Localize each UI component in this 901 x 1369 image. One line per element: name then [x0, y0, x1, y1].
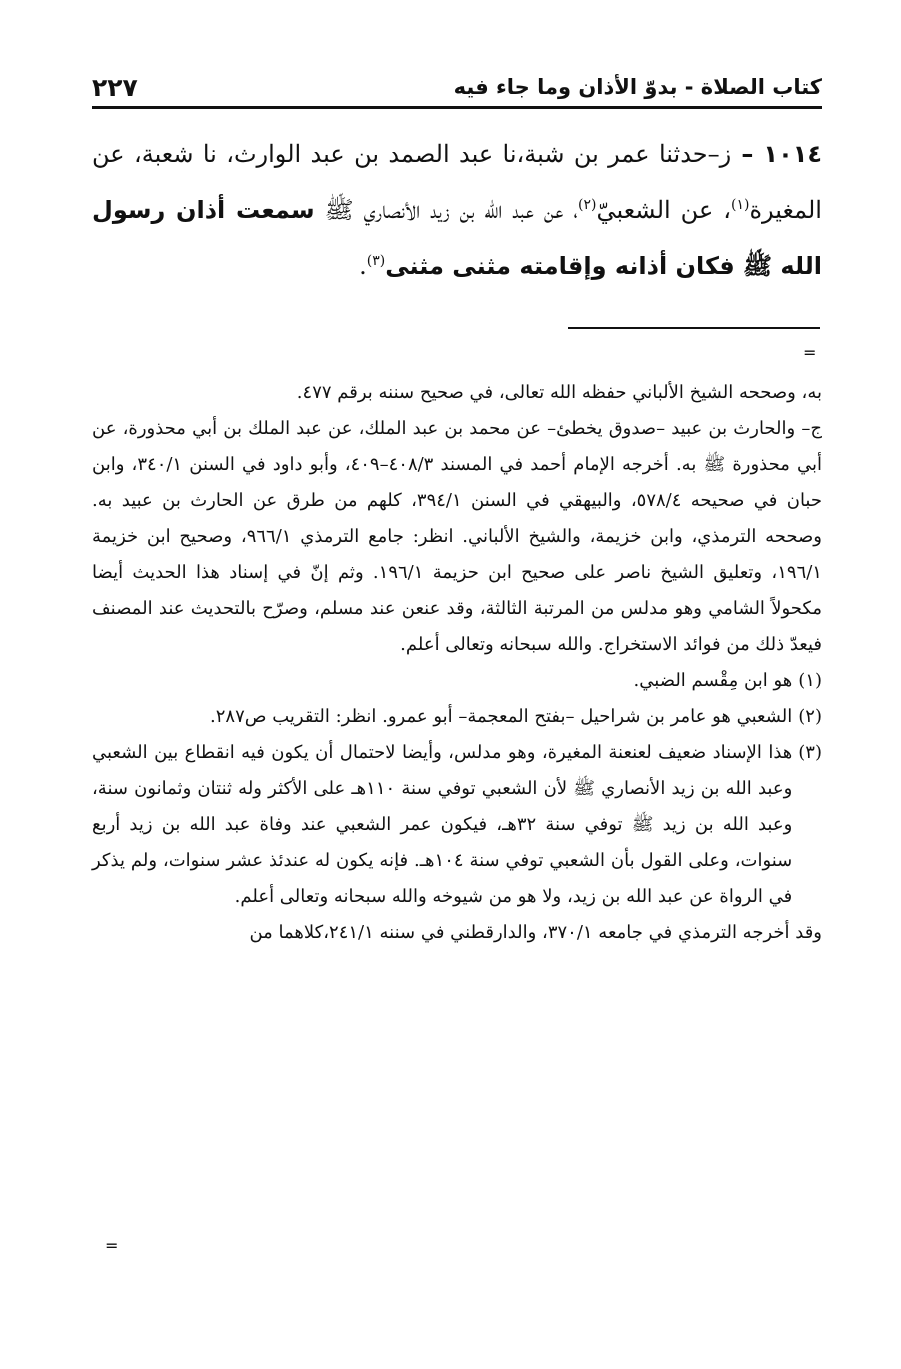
footnote-ref-2: (٢)	[578, 197, 597, 213]
footnote-3	[92, 735, 822, 915]
header-rule	[92, 106, 822, 109]
footnote-text: هذا الإسناد ضعيف لعنعنة المغيرة، وهو مدلس، وأيضا لاحتمال أن يكون فيه انقطاع بين الشعبي وعبد الله بن زيد الأنصاري ﷺ لأن الشعبي توفي سنة ١١٠هـ على الأكثر وله ثنتان وثمانون سنة، وعبد الله بن زيد ﷺ توفي سنة ٣٢هـ، فيكون عمر الشعبي عند وفاة عبد الله بن زيد أربع سنوات، وعلى القول بأن الشعبي توفي سنة ١٠٤هـ. فإنه يكون له عندئذ عشر سنوات، ولم يذكر في الرواة عن عبد الله بن زيد، ولا هو من شيوخه والله سبحانه وتعالى أعلم.	[92, 742, 793, 907]
hadith-matn: سمعت أذان رسول الله ﷺ فكان أذانه وإقامته مثنى مثنى	[92, 196, 822, 280]
hadith-chain-part3: ، عن عبد الله بن زيد الأنصاري ﷺ	[324, 196, 579, 224]
page-number: ٢٢٧	[92, 72, 138, 102]
footnote-text: هو ابن مِقْسم الضبي.	[633, 670, 793, 691]
running-header	[92, 70, 822, 104]
footnotes	[92, 375, 822, 951]
continuation-marker-top: =	[803, 343, 817, 362]
footnote-separator	[568, 327, 820, 329]
hadith-text	[92, 126, 822, 294]
chapter-title: كتاب الصلاة - بدوّ الأذان وما جاء فيه	[453, 75, 822, 99]
hadith-end: .	[359, 252, 367, 280]
footnote-mark: (٢)	[798, 706, 822, 727]
continuation-marker-bottom: =	[105, 1236, 119, 1255]
continued-note-paragraph: ج– والحارث بن عبيد –صدوق يخطئ– عن محمد بن عبد الملك، عن عبد الملك بن أبي محذورة، عن أبي محذورة ﷺ به. أخرجه الإمام أحمد في المسند ٤٠٨/٣–٤٠٩، وأبو داود في السنن ٣٤٠/١، وابن حبان في صحيحه ٥٧٨/٤، والبيهقي في السنن ٣٩٤/١، كلهم من طرق عن الحارث بن عبيد به. وصححه الترمذي، وابن خزيمة، والشيخ الألباني. انظر: جامع الترمذي ٩٦٦/١، وصحيح ابن خزيمة ١٩٦/١، وتعليق الشيخ ناصر على صحيح ابن حزيمة ١٩٦/١. وثم إنّ في إسناد هذا الحديث أيضا مكحولاً الشامي وهو مدلس من المرتبة الثالثة، وقد عنعن عند مسلم، وصرّح بالتحديث عند المصنف فيعدّ ذلك من فوائد الاستخراج. والله سبحانه وتعالى أعلم.	[92, 418, 823, 655]
footnote-mark: (١)	[798, 670, 822, 691]
footnote-mark: (٣)	[798, 742, 822, 763]
continued-note-line: به، وصححه الشيخ الألباني حفظه الله تعالى، في صحيح سننه برقم ٤٧٧.	[296, 382, 822, 403]
footnote-2	[92, 699, 822, 735]
hadith-number: ١٠١٤	[763, 140, 823, 168]
footnote-1	[92, 663, 822, 699]
hadith-dash: –	[731, 140, 764, 168]
hadith-chain-part2: ، عن الشعبيّ	[596, 196, 732, 224]
hadith-paragraph	[92, 126, 822, 294]
hadith-chain-part1: ز–حدثنا عمر بن شبة،نا عبد الصمد بن عبد الوارث، نا شعبة، عن المغيرة	[92, 140, 822, 224]
footnote-text: الشعبي هو عامر بن شراحيل –بفتح المعجمة– أبو عمرو. انظر: التقريب ص٢٨٧.	[210, 706, 793, 727]
footnote-ref-3: (٣)	[366, 253, 386, 269]
footnote-ref-1: (١)	[731, 197, 750, 213]
footnote-tail-line: وقد أخرجه الترمذي في جامعه ٣٧٠/١، والدارقطني في سننه ٢٤١/١،كلاهما من	[249, 922, 822, 943]
